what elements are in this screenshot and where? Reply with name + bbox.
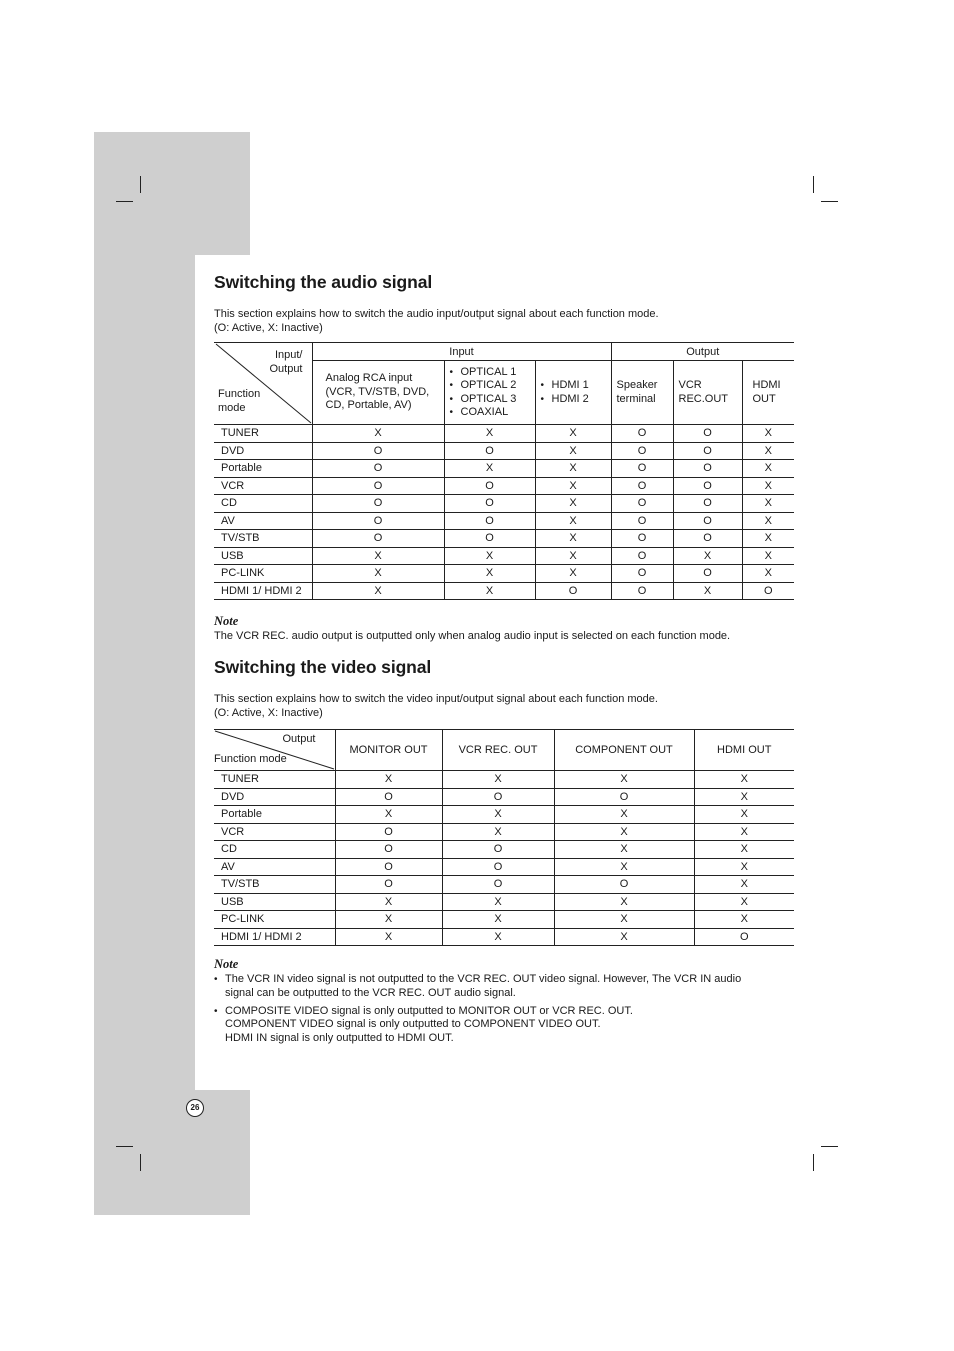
video-table-row	[214, 771, 794, 789]
function-mode-cell: TUNER	[214, 425, 312, 443]
signal-status-cell: X	[742, 547, 794, 565]
signal-status-cell: O	[611, 477, 673, 495]
audio-digital-item: • COAXIAL	[450, 406, 535, 420]
signal-status-cell: O	[554, 876, 694, 894]
page-number: 26	[186, 1099, 204, 1117]
function-mode-cell: DVD	[214, 442, 312, 460]
video-intro	[214, 693, 658, 720]
video-table-row	[214, 823, 794, 841]
function-mode-cell: VCR	[214, 477, 312, 495]
function-mode-cell: AV	[214, 512, 312, 530]
audio-intro	[214, 308, 659, 335]
audio-table-row	[214, 512, 794, 530]
signal-status-cell: X	[554, 858, 694, 876]
video-table-row	[214, 893, 794, 911]
video-col-monitor-out: MONITOR OUT	[335, 730, 442, 771]
crop-mark	[813, 176, 814, 193]
audio-col-analog	[312, 361, 444, 425]
crop-mark	[821, 201, 838, 202]
audio-col-speaker-label: Speaker terminal	[616, 379, 658, 405]
audio-section-title: Switching the audio signal	[214, 272, 433, 292]
signal-status-cell: O	[611, 442, 673, 460]
signal-status-cell: X	[442, 911, 554, 929]
function-mode-cell: DVD	[214, 788, 335, 806]
crop-mark	[821, 1146, 838, 1147]
video-col-component-out: COMPONENT OUT	[554, 730, 694, 771]
function-mode-cell: PC-LINK	[214, 565, 312, 583]
signal-status-cell: O	[444, 495, 535, 513]
audio-note-heading: Note	[214, 614, 239, 628]
signal-status-cell: X	[442, 806, 554, 824]
audio-table-row	[214, 582, 794, 600]
signal-status-cell: X	[312, 565, 444, 583]
audio-col-vcr	[673, 361, 742, 425]
signal-status-cell: X	[694, 911, 794, 929]
crop-mark	[140, 1154, 141, 1171]
signal-status-cell: O	[673, 530, 742, 548]
crop-mark	[116, 1146, 133, 1147]
signal-status-cell: O	[611, 547, 673, 565]
signal-status-cell: O	[611, 512, 673, 530]
signal-status-cell: X	[442, 893, 554, 911]
video-table-row	[214, 928, 794, 946]
audio-table-row	[214, 425, 794, 443]
signal-status-cell: X	[535, 425, 611, 443]
signal-status-cell: X	[444, 425, 535, 443]
signal-status-cell: X	[554, 823, 694, 841]
signal-status-cell: X	[335, 806, 442, 824]
signal-status-cell: O	[335, 876, 442, 894]
signal-status-cell: X	[535, 442, 611, 460]
video-table-row	[214, 788, 794, 806]
audio-hdmi-item: • HDMI 1	[541, 379, 611, 393]
video-note1-line1: The VCR IN video signal is not outputted to the VCR REC. OUT video signal. However, The VCR IN audio	[225, 973, 742, 985]
signal-status-cell: X	[673, 547, 742, 565]
audio-col-hdmi-out-label: HDMI OUT	[752, 379, 781, 405]
audio-table-row	[214, 477, 794, 495]
signal-status-cell: X	[554, 893, 694, 911]
audio-intro-line2: (O: Active, X: Inactive)	[214, 321, 323, 334]
signal-status-cell: X	[535, 495, 611, 513]
signal-status-cell: O	[442, 858, 554, 876]
audio-col-hdmi-out	[742, 361, 794, 425]
video-note-item	[214, 1005, 794, 1046]
signal-status-cell: O	[312, 495, 444, 513]
audio-col-speaker	[611, 361, 673, 425]
signal-status-cell: X	[535, 565, 611, 583]
signal-status-cell: O	[335, 788, 442, 806]
video-section-title: Switching the video signal	[214, 657, 432, 677]
function-mode-cell: VCR	[214, 823, 335, 841]
audio-col-analog-label: Analog RCA input (VCR, TV/STB, DVD, CD, Portable, AV)	[325, 372, 430, 412]
audio-table-row	[214, 460, 794, 478]
signal-status-cell: O	[442, 841, 554, 859]
signal-status-cell: O	[444, 477, 535, 495]
video-note-list	[214, 973, 794, 1050]
signal-status-cell: X	[742, 512, 794, 530]
audio-digital-item: • OPTICAL 2	[450, 379, 535, 393]
signal-status-cell: O	[554, 788, 694, 806]
audio-signal-table	[214, 342, 794, 600]
signal-status-cell: O	[611, 530, 673, 548]
signal-status-cell: X	[673, 582, 742, 600]
signal-status-cell: O	[611, 460, 673, 478]
signal-status-cell: X	[742, 460, 794, 478]
function-mode-cell: CD	[214, 841, 335, 859]
video-table-row	[214, 911, 794, 929]
function-mode-cell: HDMI 1/ HDMI 2	[214, 582, 312, 600]
video-note2-line2: COMPONENT VIDEO signal is only outputted to COMPONENT VIDEO OUT.	[225, 1018, 601, 1031]
video-corner-bottom-label: Function mode	[214, 753, 287, 765]
signal-status-cell: X	[312, 582, 444, 600]
signal-status-cell: X	[335, 771, 442, 789]
signal-status-cell: X	[554, 806, 694, 824]
audio-hdmi-item: • HDMI 2	[541, 393, 611, 407]
audio-corner-cell	[214, 343, 312, 425]
video-signal-table	[214, 729, 794, 946]
video-note2-line3: HDMI IN signal is only outputted to HDMI OUT.	[225, 1032, 454, 1045]
signal-status-cell: X	[694, 841, 794, 859]
signal-status-cell: O	[335, 841, 442, 859]
audio-input-header: Input	[312, 343, 611, 361]
signal-status-cell: X	[442, 823, 554, 841]
signal-status-cell: O	[742, 582, 794, 600]
video-note-heading: Note	[214, 957, 239, 971]
crop-mark	[140, 176, 141, 193]
video-note2-line1: COMPOSITE VIDEO signal is only outputted to MONITOR OUT or VCR REC. OUT.	[225, 1004, 633, 1017]
signal-status-cell: O	[444, 442, 535, 460]
video-corner-cell	[214, 730, 335, 771]
signal-status-cell: X	[742, 565, 794, 583]
signal-status-cell: O	[312, 477, 444, 495]
signal-status-cell: X	[554, 841, 694, 859]
function-mode-cell: USB	[214, 893, 335, 911]
video-note1-line2: signal can be outputted to the VCR REC. OUT audio signal.	[225, 986, 516, 999]
function-mode-cell: USB	[214, 547, 312, 565]
signal-status-cell: O	[611, 582, 673, 600]
signal-status-cell: X	[312, 547, 444, 565]
video-table-row	[214, 858, 794, 876]
video-table-row	[214, 876, 794, 894]
signal-status-cell: O	[611, 565, 673, 583]
signal-status-cell: O	[312, 460, 444, 478]
signal-status-cell: O	[444, 530, 535, 548]
signal-status-cell: X	[694, 771, 794, 789]
signal-status-cell: O	[673, 495, 742, 513]
signal-status-cell: O	[442, 788, 554, 806]
function-mode-cell: Portable	[214, 806, 335, 824]
video-intro-line2: (O: Active, X: Inactive)	[214, 706, 323, 719]
video-table-row	[214, 806, 794, 824]
signal-status-cell: X	[444, 582, 535, 600]
function-mode-cell: TV/STB	[214, 876, 335, 894]
signal-status-cell: X	[694, 893, 794, 911]
video-col-hdmi-out: HDMI OUT	[694, 730, 794, 771]
function-mode-cell: Portable	[214, 460, 312, 478]
crop-mark	[116, 201, 133, 202]
signal-status-cell: X	[535, 547, 611, 565]
audio-table-row	[214, 530, 794, 548]
signal-status-cell: O	[442, 876, 554, 894]
video-note-item	[214, 973, 794, 1001]
signal-status-cell: X	[694, 806, 794, 824]
signal-status-cell: X	[535, 530, 611, 548]
signal-status-cell: X	[694, 788, 794, 806]
signal-status-cell: X	[335, 893, 442, 911]
video-intro-line1: This section explains how to switch the video input/output signal about each function mode.	[214, 693, 658, 705]
signal-status-cell: O	[312, 530, 444, 548]
signal-status-cell: X	[694, 823, 794, 841]
signal-status-cell: X	[442, 771, 554, 789]
signal-status-cell: X	[694, 858, 794, 876]
signal-status-cell: O	[335, 858, 442, 876]
signal-status-cell: O	[312, 512, 444, 530]
signal-status-cell: O	[673, 460, 742, 478]
signal-status-cell: O	[535, 582, 611, 600]
audio-output-header: Output	[611, 343, 794, 361]
signal-status-cell: O	[673, 565, 742, 583]
audio-col-digital	[444, 361, 535, 425]
function-mode-cell: HDMI 1/ HDMI 2	[214, 928, 335, 946]
signal-status-cell: X	[312, 425, 444, 443]
signal-status-cell: X	[742, 530, 794, 548]
signal-status-cell: O	[335, 823, 442, 841]
video-table-row	[214, 841, 794, 859]
audio-digital-item: • OPTICAL 1	[450, 366, 535, 380]
audio-digital-item: • OPTICAL 3	[450, 393, 535, 407]
signal-status-cell: X	[444, 565, 535, 583]
signal-status-cell: O	[444, 512, 535, 530]
signal-status-cell: X	[444, 547, 535, 565]
signal-status-cell: X	[335, 911, 442, 929]
signal-status-cell: X	[694, 876, 794, 894]
signal-status-cell: X	[335, 928, 442, 946]
audio-corner-top-label: Input/ Output	[269, 349, 303, 375]
audio-table-row	[214, 442, 794, 460]
audio-table-row	[214, 565, 794, 583]
audio-col-hdmi-in	[535, 361, 611, 425]
audio-table-row	[214, 495, 794, 513]
signal-status-cell: O	[312, 442, 444, 460]
signal-status-cell: X	[742, 425, 794, 443]
signal-status-cell: X	[554, 928, 694, 946]
function-mode-cell: PC-LINK	[214, 911, 335, 929]
audio-corner-bottom-label: Function mode	[218, 388, 261, 414]
function-mode-cell: CD	[214, 495, 312, 513]
audio-intro-line1: This section explains how to switch the audio input/output signal about each function mode.	[214, 308, 659, 320]
signal-status-cell: X	[554, 911, 694, 929]
signal-status-cell: X	[742, 495, 794, 513]
function-mode-cell: TV/STB	[214, 530, 312, 548]
function-mode-cell: TUNER	[214, 771, 335, 789]
signal-status-cell: X	[444, 460, 535, 478]
signal-status-cell: X	[535, 512, 611, 530]
signal-status-cell: O	[673, 512, 742, 530]
function-mode-cell: AV	[214, 858, 335, 876]
video-col-vcr-rec-out: VCR REC. OUT	[442, 730, 554, 771]
signal-status-cell: O	[611, 495, 673, 513]
signal-status-cell: X	[554, 771, 694, 789]
signal-status-cell: X	[442, 928, 554, 946]
signal-status-cell: X	[535, 477, 611, 495]
signal-status-cell: O	[673, 442, 742, 460]
signal-status-cell: O	[611, 425, 673, 443]
audio-col-vcr-label: VCR REC.OUT	[678, 379, 728, 405]
audio-note-text: The VCR REC. audio output is outputted only when analog audio input is selected on each function mode.	[214, 630, 731, 642]
signal-status-cell: O	[673, 477, 742, 495]
signal-status-cell: X	[742, 442, 794, 460]
crop-mark	[813, 1154, 814, 1171]
signal-status-cell: O	[694, 928, 794, 946]
signal-status-cell: O	[673, 425, 742, 443]
video-corner-top-label: Output	[282, 733, 316, 745]
signal-status-cell: X	[535, 460, 611, 478]
audio-table-row	[214, 547, 794, 565]
signal-status-cell: X	[742, 477, 794, 495]
